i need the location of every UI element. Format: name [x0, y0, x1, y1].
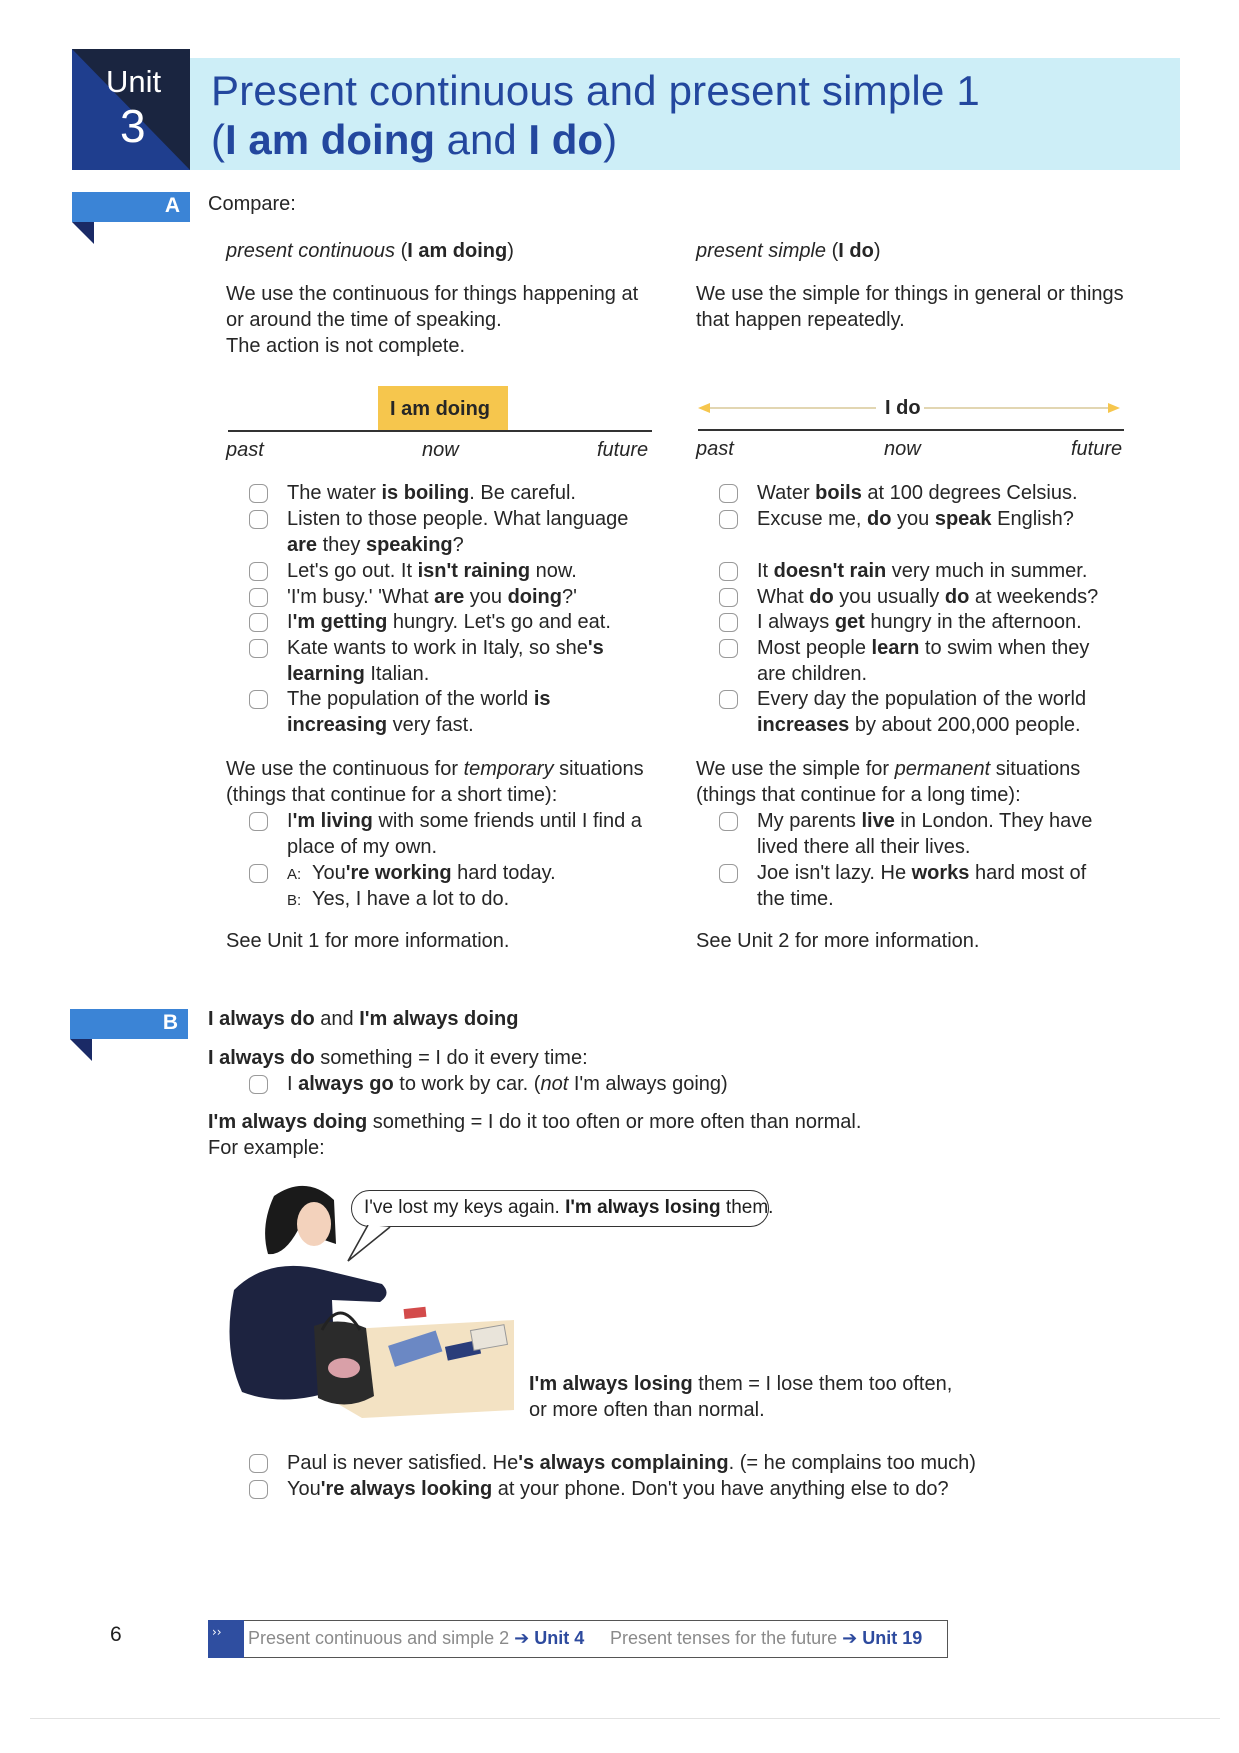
example-bullet [249, 812, 268, 831]
speech-bubble-tail [346, 1225, 396, 1265]
example-bullet [249, 588, 268, 607]
example-right-3: It doesn't rain very much in summer. [757, 560, 1088, 582]
example-bullet [719, 690, 738, 709]
page-number: 6 [110, 1623, 122, 1646]
example-left-5: I'm getting hungry. Let's go and eat. [287, 611, 611, 633]
timeline-label-simple: I do [885, 397, 921, 419]
temporary-example-1: I'm living with some friends until I find a [287, 810, 642, 832]
cross-reference-1[interactable]: Present continuous and simple 2 ➔ Unit 4 [248, 1628, 585, 1648]
example-bullet [249, 1075, 268, 1094]
permanent-example-1: My parents live in London. They have [757, 810, 1093, 832]
example-bullet [719, 510, 738, 529]
permanent-desc-2: (things that continue for a long time): [696, 784, 1021, 806]
speech-bubble: I've lost my keys again. I'm always losing them. [351, 1190, 769, 1227]
example-right-7: Every day the population of the world [757, 688, 1087, 710]
svg-text:››: ›› [212, 1625, 222, 1639]
timeline-past: past [696, 438, 734, 460]
example-left-6b: learning Italian. [287, 663, 430, 685]
example-bullet [719, 613, 738, 632]
permanent-example-1b: lived there all their lives. [757, 836, 971, 858]
section-b-tab: B [70, 1009, 188, 1039]
example-bullet [249, 690, 268, 709]
left-desc-3: The action is not complete. [226, 335, 466, 357]
always-doing-def: I'm always doing something = I do it too often or more often than normal. [208, 1111, 862, 1133]
unit-word: Unit [106, 64, 162, 99]
permanent-example-2b: the time. [757, 888, 834, 910]
timeline-line [698, 429, 1124, 431]
page-edge [30, 1718, 1220, 1719]
timeline-line [228, 430, 652, 432]
compare-label: Compare: [208, 193, 296, 215]
always-looking-example: You're always looking at your phone. Don't you have anything else to do? [287, 1478, 949, 1500]
example-bullet [719, 484, 738, 503]
timeline-future: future [597, 439, 649, 461]
cross-reference-2[interactable]: Present tenses for the future ➔ Unit 19 [610, 1628, 923, 1648]
example-bullet [719, 864, 738, 883]
example-bullet [719, 588, 738, 607]
example-bullet [249, 484, 268, 503]
example-left-6: Kate wants to work in Italy, so she's [287, 637, 604, 659]
left-desc-2: or around the time of speaking. [226, 309, 502, 331]
always-do-def: I always do something = I do it every time: [208, 1047, 588, 1069]
example-bullet [249, 613, 268, 632]
example-bullet [719, 812, 738, 831]
timeline-now: now [884, 438, 921, 460]
timeline-past: past [226, 439, 264, 461]
example-bullet [249, 1454, 268, 1473]
example-left-2: Listen to those people. What language [287, 508, 629, 530]
right-desc-1: We use the simple for things in general or things [696, 283, 1124, 305]
temporary-desc-1: We use the continuous for temporary situations [226, 758, 644, 780]
page-subtitle: (I am doing and I do) [211, 116, 618, 163]
example-bullet [249, 864, 268, 883]
unit-badge [72, 49, 190, 170]
temporary-example-2a: A: You're working hard today. [287, 862, 556, 884]
example-bullet [719, 639, 738, 658]
left-desc-1: We use the continuous for things happening at [226, 283, 639, 305]
example-bullet [249, 1480, 268, 1499]
timeline-future: future [1071, 438, 1123, 460]
example-right-2: Excuse me, do you speak English? [757, 508, 1074, 530]
temporary-example-1b: place of my own. [287, 836, 438, 858]
example-bullet [249, 562, 268, 581]
example-left-4: 'I'm busy.' 'What are you doing?' [287, 586, 577, 608]
example-right-1: Water boils at 100 degrees Celsius. [757, 482, 1078, 504]
for-example: For example: [208, 1137, 325, 1159]
example-bullet [719, 562, 738, 581]
example-left-7: The population of the world is [287, 688, 551, 710]
section-b-flag [70, 1039, 92, 1061]
example-left-2b: are they speaking? [287, 534, 464, 556]
temporary-desc-2: (things that continue for a short time): [226, 784, 558, 806]
see-unit-1: See Unit 1 for more information. [226, 930, 510, 952]
cross-reference-icon [208, 1620, 244, 1658]
section-a-flag [72, 222, 94, 244]
example-right-6b: are children. [757, 663, 868, 685]
right-desc-2: that happen repeatedly. [696, 309, 905, 331]
always-losing-explain-2: or more often than normal. [529, 1399, 765, 1421]
section-b-heading: I always do and I'm always doing [208, 1008, 519, 1030]
section-a-tab: A [72, 192, 190, 222]
example-right-6: Most people learn to swim when they [757, 637, 1090, 659]
timeline-label-continuous: I am doing [390, 398, 490, 420]
unit-number: 3 [120, 100, 146, 152]
example-left-1: The water is boiling. Be careful. [287, 482, 576, 504]
example-right-5: I always get hungry in the afternoon. [757, 611, 1082, 633]
always-complaining-example: Paul is never satisfied. He's always complaining. (= he complains too much) [287, 1452, 976, 1474]
permanent-desc-1: We use the simple for permanent situations [696, 758, 1081, 780]
right-heading: present simple (I do) [696, 240, 881, 262]
example-right-7b: increases by about 200,000 people. [757, 714, 1081, 736]
example-bullet [249, 510, 268, 529]
permanent-example-2: Joe isn't lazy. He works hard most of [757, 862, 1087, 884]
example-right-4: What do you usually do at weekends? [757, 586, 1099, 608]
left-heading: present continuous (I am doing) [226, 240, 514, 262]
page-title: Present continuous and present simple 1 [211, 67, 980, 114]
see-unit-2: See Unit 2 for more information. [696, 930, 980, 952]
example-left-7b: increasing very fast. [287, 714, 474, 736]
temporary-example-2b: B: Yes, I have a lot to do. [287, 888, 510, 910]
example-left-3: Let's go out. It isn't raining now. [287, 560, 577, 582]
always-losing-explain: I'm always losing them = I lose them too often, [529, 1373, 953, 1395]
always-go-example: I always go to work by car. (not I'm always going) [287, 1073, 728, 1095]
timeline-now: now [422, 439, 459, 461]
example-bullet [249, 639, 268, 658]
